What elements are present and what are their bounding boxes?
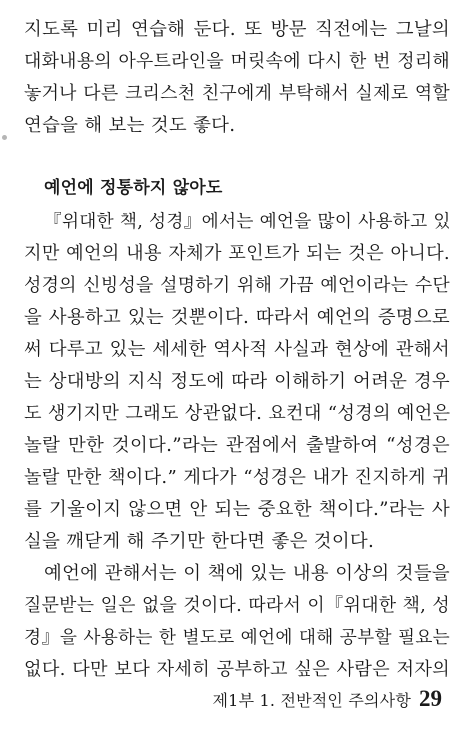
body-line: 연습을 해 보는 것도 좋다. xyxy=(24,115,236,136)
body-line: 을 사용하고 있는 것뿐이다. 따라서 예언의 증명으로 xyxy=(24,307,450,328)
running-footer: 제1부 1. 전반적인 주의사항 xyxy=(212,691,411,710)
body-line: 를 기울이지 않으면 안 되는 중요한 책이다.”라는 사 xyxy=(24,499,450,520)
body-line: 『위대한 책, 성경』에서는 예언을 많이 사용하고 있 xyxy=(44,212,451,232)
body-line: 놓거나 다른 크리스천 친구에게 부탁해서 실제로 역할 xyxy=(24,83,450,104)
page-footer xyxy=(213,686,442,714)
body-line: 놀랄 만한 책이다.” 게다가 “성경은 내가 진지하게 귀 xyxy=(24,467,450,488)
body-line: 예언에 관해서는 이 책에 있는 내용 이상의 것들을 xyxy=(44,563,450,584)
body-line: 질문받는 일은 없을 것이다. 따라서 이『위대한 책, 성 xyxy=(24,595,450,616)
page-number: 29 xyxy=(419,686,442,711)
body-line: 써 다루고 있는 세세한 역사적 사실과 현상에 관해서 xyxy=(24,339,450,360)
body-line: 지도록 미리 연습해 둔다. 또 방문 직전에는 그날의 xyxy=(24,19,450,40)
section-heading: 예언에 정통하지 않아도 xyxy=(44,178,223,198)
body-line: 경』을 사용하는 한 별도로 예언에 대해 공부할 필요는 xyxy=(24,628,450,648)
body-line: 놀랄 만한 것이다.”라는 관점에서 출발하여 “성경은 xyxy=(24,435,450,456)
body-line: 실을 깨닫게 해 주기만 한다면 좋은 것이다. xyxy=(24,531,375,552)
body-line: 없다. 다만 보다 자세히 공부하고 싶은 사람은 저자의 xyxy=(24,659,450,680)
body-line: 대화내용의 아우트라인을 머릿속에 다시 한 번 정리해 xyxy=(24,51,450,72)
body-line: 는 상대방의 지식 정도에 따라 이해하기 어려운 경우 xyxy=(24,371,450,392)
margin-mark xyxy=(2,135,7,140)
body-line: 도 생기지만 그래도 상관없다. 요컨대 “성경의 예언은 xyxy=(24,403,451,424)
body-line: 지만 예언의 내용 자체가 포인트가 되는 것은 아니다. xyxy=(24,243,450,264)
body-line: 성경의 신빙성을 설명하기 위해 가끔 예언이라는 수단 xyxy=(24,275,450,296)
